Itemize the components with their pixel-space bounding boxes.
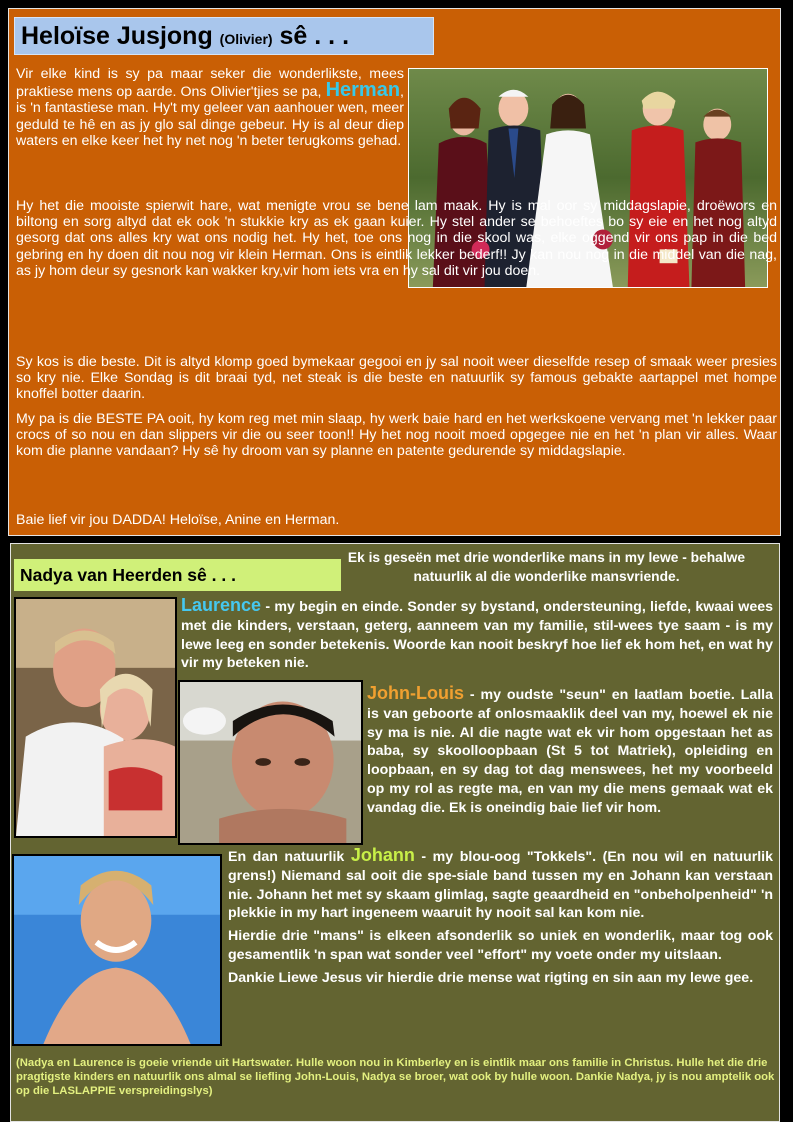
john-louis-block: [367, 684, 773, 822]
johann-photo: [12, 854, 222, 1046]
nadya-intro: Ek is geseën met drie wonderlike mans in my lewe - behalwe natuurlik al die wonderlike mansvriende.: [347, 550, 746, 584]
thanks-paragraph: Dankie Liewe Jesus vir hierdie drie mense wat rigting en sin aan my lewe gee.: [228, 969, 754, 986]
johann-pre: En dan natuurlik: [228, 849, 345, 865]
laurence-photo: [14, 597, 177, 838]
laurence-name: Laurence: [181, 595, 262, 615]
heloise-wrapped-text: [16, 66, 404, 154]
p3-text: Sy kos is die beste. Dit is altyd klomp goed bymekaar gegooi en jy sal nooit weer dieselfde resep of smaak weer presies so kry nie. Elke Sondag is dit braai tyd, net steak is die beste en natuurlik sy famous gebakte aartappel met hompe knoffel botter daarin.: [16, 354, 777, 403]
heloise-paragraph-3: [16, 354, 777, 408]
title-main: Heloïse Jusjong: [21, 22, 213, 50]
title-suffix: sê . . .: [279, 22, 350, 50]
johann-block: [228, 846, 773, 992]
john-louis-name: John-Louis: [367, 683, 464, 703]
signature-text: Baie lief vir jou DADDA! Heloïse, Anine en Herman.: [16, 512, 340, 528]
john-louis-photo: [178, 680, 363, 845]
johann-text: - my blou-oog "Tokkels". (En nou wil en natuurlik grens!) Niemand sal ooit die spe-siale band tussen my en Johann kan verstaan nie. Johann het met sy skaam glimlag, sagte geaardheid en "onbeholpenheid" 'n plekkie in my hart ingeneem waaruit hy nooit sal kan kom nie.: [228, 849, 773, 922]
nadya-footnote: (Nadya en Laurence is goeie vriende uit Hartswater. Hulle woon nou in Kimberley en is eintlik maar ons familie in Christus. Hulle het die drie pragtigste kinders en natuurlik ons almal se liefling John-Louis, Nadya se broer, wat ook by hulle woon. Dankie Nadya, jy is nou amptelik ook op die LASLAPPIE verspreidingslys): [16, 1057, 775, 1097]
nadya-title: Nadya van Heerden sê . . .: [14, 559, 341, 591]
p4-text: My pa is die BESTE PA ooit, hy kom reg met min slaap, hy werk baie hard en het werkskoene vervang met 'n lekker paar crocs of so nou en dan slippers vir die ou seer toon!! Hy het nog nooit moed opgegee nie en het 'n plan vir alles. Waar kom die planne vandaan? Hy sê hy droom van sy planne en patente gedurende sy middagslapie.: [16, 411, 777, 460]
heloise-paragraph-1: [16, 66, 404, 149]
heloise-paragraph-4: [16, 411, 777, 465]
heloise-signature: [16, 512, 777, 533]
p1-before: Vir elke kind is sy pa maar seker die wonderlikste, mees praktiese mens op aarde. Ons Olivier'tjies se pa,: [16, 66, 404, 101]
mans-paragraph: Hierdie drie "mans" is elkeen afsonderlik so uniek en wonderlik, maar tog ook gesamentlik 'n span wat sonder veel "effort" my voete onder my uitslaan.: [228, 928, 773, 963]
laurence-block: [181, 596, 773, 677]
heloise-paragraph-2: [16, 198, 777, 279]
herman-name: Herman: [325, 79, 401, 102]
p1-after: , is 'n fantastiese man. Hy't my geleer van aanhouer wen, meer geduld te hê en as jy glo sal dinge gebeur. Hy is al deur diep waters en elke keer het hy net nog 'n beter terugkoms gehad.: [16, 84, 404, 149]
title-paren: (Olivier): [219, 31, 273, 47]
heloise-title: [14, 17, 434, 55]
p2-text: Hy het die mooiste spierwit hare, wat menigte vrou se bene lam maak. Hy is mal oor sy middagslapie, droëwors en biltong en sorg altyd dat ek ook 'n stukkie kry as ek gaan kuier. Hy stel ander se behoeftes bo sy eie en het nog altyd gesorg dat ons alles kry wat ons nodig het. Hy het, toe ons nog in die skool was, elke oggend vir ons pap in die bed gebring en hy doen dit nou nog vir klein Herman. Ons is eintlik lekker bederf!! Jy kan nou nog in die middel van die nag, as jy hom deur sy gesnork kan wakker kry,vir hom iets vra en hy sal dit vir jou doen.: [16, 198, 777, 279]
johann-name: Johann: [350, 845, 415, 865]
laurence-text: - my begin en einde. Sonder sy bystand, ondersteuning, liefde, kwaai wees met die kinders, verstaan, geterg, aanneem van my familie, stil-wees tye saam - is my lewe leeg en sonder betekenis. Woorde kan nooit beskryf hoe lief ek hom het, en wat hy vir my beteken nie.: [181, 599, 773, 672]
john-louis-text: - my oudste "seun" en laatlam boetie. Lalla is van geboorte af onlosmaaklik deel van my, hoewel ek nie sy ma is nie. Al die nagte wat ek vir hom opgestaan het as baba, sy skoolloopbaan (St 5 tot Matriek), opleiding en loopbaan, en sy dag tot dag menswees, het my voorbeeld op my rol as regte ma, en van my die mens gemaak wat ek vandag die. Ek is oneindig baie lief vir hom.: [367, 687, 773, 816]
